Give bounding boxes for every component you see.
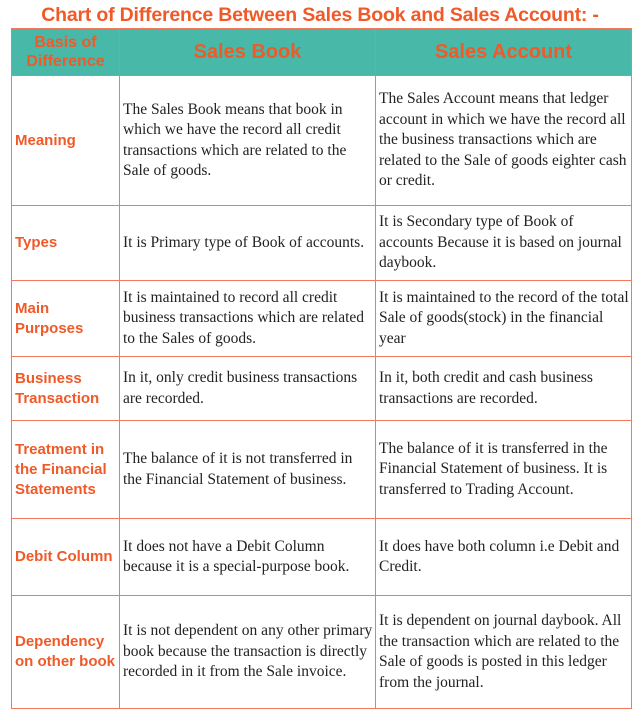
cell-sales-account: In it, both credit and cash business transactions are recorded.	[376, 357, 632, 421]
cell-sales-book: It is Primary type of Book of accounts.	[120, 206, 376, 281]
cell-sales-account: It is Secondary type of Book of accounts Because it is based on journal daybook.	[376, 206, 632, 281]
cell-sales-account: The balance of it is transferred in the Financial Statement of business. It is transferred to Trading Account.	[376, 421, 632, 519]
cell-sales-account: The Sales Account means that ledger account in which we have the record all the business transactions which are related to the Sale of goods eighter cash or credit.	[376, 76, 632, 206]
row-label-treatment-in-financial-statements: Treatment in the Financial Statements	[12, 421, 120, 519]
header-sales-account: Sales Account	[376, 29, 632, 76]
table-row	[12, 596, 632, 709]
header-basis-of-difference: Basis of Difference	[12, 29, 120, 76]
cell-sales-book: It is maintained to record all credit business transactions which are related to the Sales of goods.	[120, 281, 376, 357]
row-label-business-transaction: Business Transaction	[12, 357, 120, 421]
table-row	[12, 206, 632, 281]
row-label-types: Types	[12, 206, 120, 281]
cell-sales-book: It does not have a Debit Column because it is a special-purpose book.	[120, 519, 376, 596]
row-label-debit-column: Debit Column	[12, 519, 120, 596]
page-title: Chart of Difference Between Sales Book and Sales Account: -	[41, 4, 599, 26]
row-label-dependency-on-other-book: Dependency on other book	[12, 596, 120, 709]
row-label-main-purposes: Main Purposes	[12, 281, 120, 357]
cell-sales-account: It is maintained to the record of the total Sale of goods(stock) in the financial year	[376, 281, 632, 357]
row-label-meaning: Meaning	[12, 76, 120, 206]
table-row	[12, 421, 632, 519]
table-row	[12, 281, 632, 357]
header-sales-book: Sales Book	[120, 29, 376, 76]
cell-sales-account: It is dependent on journal daybook. All the transaction which are related to the Sale of goods is posted in this ledger from the journal.	[376, 596, 632, 709]
table-row	[12, 357, 632, 421]
table-header-row	[12, 29, 632, 76]
cell-sales-book: The balance of it is not transferred in the Financial Statement of business.	[120, 421, 376, 519]
cell-sales-book: The Sales Book means that book in which we have the record all credit transactions which are related to the Sale of goods.	[120, 76, 376, 206]
table-row	[12, 519, 632, 596]
cell-sales-book: It is not dependent on any other primary book because the transaction is directly recorded in it from the Sale invoice.	[120, 596, 376, 709]
cell-sales-book: In it, only credit business transactions are recorded.	[120, 357, 376, 421]
comparison-table	[11, 28, 632, 709]
cell-sales-account: It does have both column i.e Debit and Credit.	[376, 519, 632, 596]
table-row	[12, 76, 632, 206]
